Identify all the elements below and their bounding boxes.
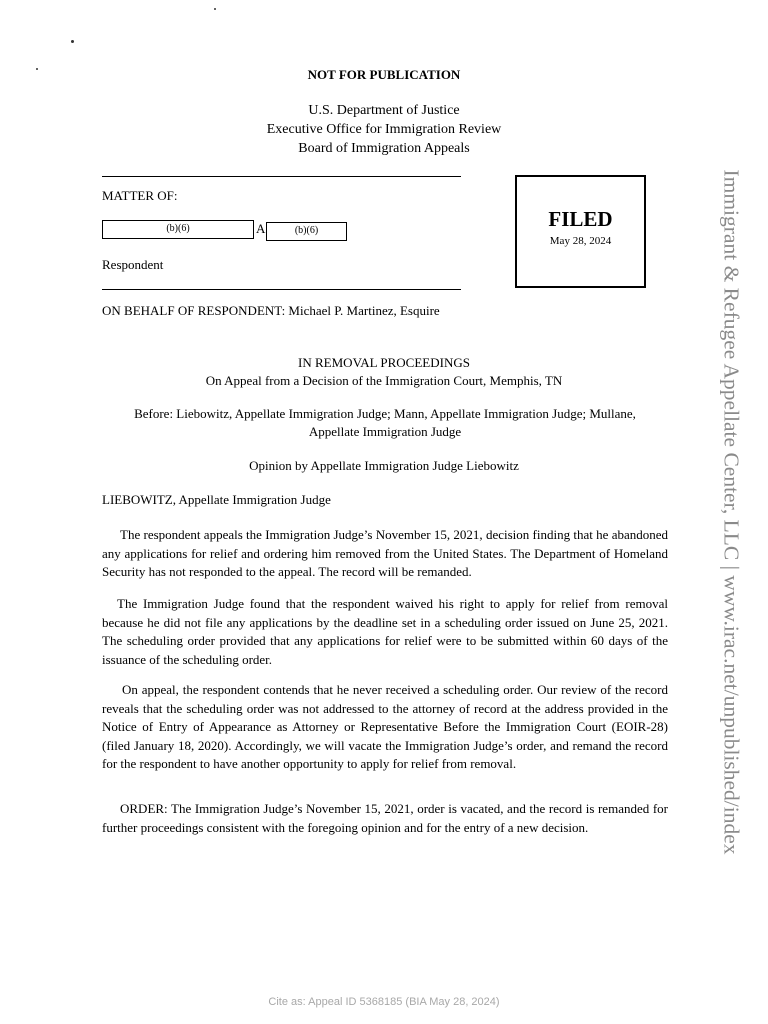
a-number-prefix: A <box>256 221 266 236</box>
filed-stamp <box>515 175 646 288</box>
on-behalf-of-respondent: ON BEHALF OF RESPONDENT: Michael P. Martinez, Esquire <box>102 303 440 318</box>
citation-footer: Cite as: Appeal ID 5368185 (BIA May 28, 2024) <box>268 996 500 1008</box>
paragraph-2: The Immigration Judge found that the respondent waived his right to apply for relief from removal because he did not file any applications by the deadline set in a scheduling order issued on June 25, 2021. The scheduling order provided that any applications for relief were to be submitted within 60 days of the issuance of the scheduling order. <box>102 596 668 667</box>
matter-of-label: MATTER OF: <box>102 188 178 203</box>
author-heading: LIEBOWITZ, Appellate Immigration Judge <box>102 492 331 507</box>
agency-line-3: Board of Immigration Appeals <box>298 141 470 156</box>
redaction-anumber-box: (b)(6) <box>266 222 347 241</box>
filed-title: FILED <box>548 207 613 231</box>
proceedings-appeal-line: On Appeal from a Decision of the Immigration Court, Memphis, TN <box>205 373 563 388</box>
divider-top <box>102 176 461 177</box>
divider-bottom <box>102 289 461 290</box>
paragraph-3: On appeal, the respondent contends that he never received a scheduling order. Our review of the record reveals that the scheduling order was not addressed to the attorney of record at the address provided in the Notice of Entry of Appearance as Attorney or Representative Before the Immigration Court (EOIR-28) (filed January 18, 2020). Accordingly, we will vacate the Immigration Judge’s order, and remand the record for the respondent to have another opportunity to apply for relief from removal. <box>102 682 668 771</box>
scan-speck <box>71 40 74 43</box>
panel-line-2: Appellate Immigration Judge <box>308 424 462 439</box>
scan-speck <box>214 8 216 10</box>
opinion-by: Opinion by Appellate Immigration Judge Liebowitz <box>249 458 519 473</box>
not-for-publication: NOT FOR PUBLICATION <box>307 67 461 82</box>
agency-line-1: U.S. Department of Justice <box>308 103 460 118</box>
proceedings-title: IN REMOVAL PROCEEDINGS <box>298 355 470 370</box>
respondent-label: Respondent <box>102 257 164 272</box>
filed-date: May 28, 2024 <box>549 235 612 247</box>
agency-line-2: Executive Office for Immigration Review <box>266 122 502 137</box>
irac-watermark: Immigrant & Refugee Appellate Center, LLC | www.irac.net/unpublished/index <box>719 169 744 855</box>
panel-line-1: Before: Liebowitz, Appellate Immigration Judge; Mann, Appellate Immigration Judge; Mullane, <box>134 406 636 421</box>
redaction-name-box: (b)(6) <box>102 220 254 239</box>
paragraph-1: The respondent appeals the Immigration Judge’s November 15, 2021, decision finding that he abandoned any applications for relief and ordering him removed from the United States. The Department of Homeland Security has not responded to the appeal. The record will be remanded. <box>102 527 668 579</box>
order-paragraph: ORDER: The Immigration Judge’s November 15, 2021, order is vacated, and the record is remanded for further proceedings consistent with the foregoing opinion and for the entry of a new decision. <box>102 801 668 835</box>
